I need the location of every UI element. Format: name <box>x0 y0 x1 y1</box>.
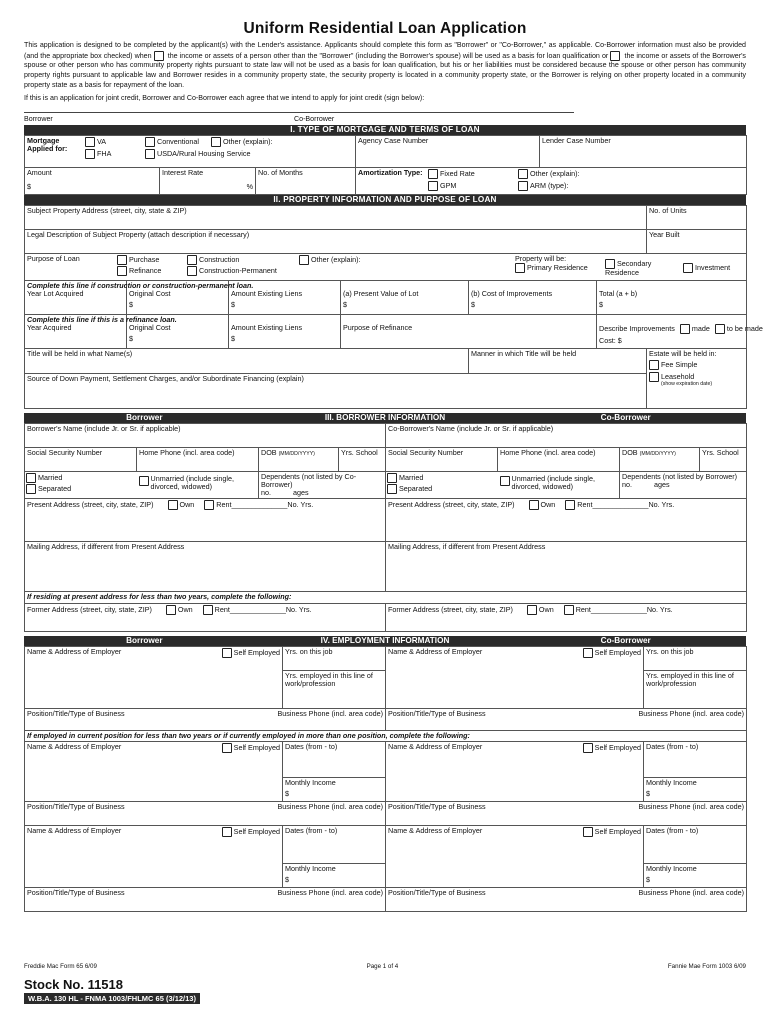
coborrower-position-3-label: Position/Title/Type of Business <box>388 887 486 897</box>
coborrower-yrs-school-field[interactable] <box>700 447 747 471</box>
borrower-dob-field[interactable] <box>259 447 339 471</box>
down-payment-source-field[interactable] <box>25 373 647 408</box>
coborrower-monthly-3-field[interactable] <box>644 863 747 887</box>
borrower-employer-2-label: Name & Address of Employer <box>27 741 122 751</box>
coborrower-monthly-3-dollar: $ <box>646 875 650 885</box>
coborrower-former-address-label: Former Address (street, city, state, ZIP) <box>388 604 513 614</box>
borrower-former-own-checkbox[interactable] <box>166 605 176 615</box>
improvements-cost-field[interactable] <box>469 280 597 314</box>
estate-label: Estate will be held in: <box>649 348 717 358</box>
subject-address-field[interactable] <box>25 205 647 229</box>
coborrower-unmarried-label: Unmarried (include single, divorced, widowed) <box>511 473 596 491</box>
agency-case-label: Agency Case Number <box>358 135 429 145</box>
section-1-table <box>24 135 747 195</box>
borrower-monthly-3-label: Monthly Income <box>285 863 336 873</box>
borrower-present-address-field[interactable] <box>25 499 386 542</box>
other-mortgage-checkbox[interactable] <box>211 137 221 147</box>
borrower-monthly-2-dollar: $ <box>285 789 289 799</box>
purpose-label: Purpose of Loan <box>27 253 80 263</box>
borrower-former-rent-checkbox[interactable] <box>203 605 213 615</box>
made-label: made <box>691 323 710 333</box>
coborrower-phone-field[interactable] <box>498 447 620 471</box>
borrower-unmarried-label: Unmarried (include single, divorced, widowed) <box>150 473 234 491</box>
form-title: Uniform Residential Loan Application <box>243 20 527 37</box>
borrower-dependents-label: Dependents (not listed by Co-Borrower) <box>261 471 357 489</box>
total-field[interactable] <box>597 280 747 314</box>
borrower-employer-3-field[interactable] <box>25 825 283 887</box>
borrower-self-employed-checkbox[interactable] <box>222 648 232 658</box>
refi-existing-liens-label: Amount Existing Liens <box>231 322 303 332</box>
section-3-table <box>24 423 747 632</box>
coborrower-employer-3-field[interactable] <box>386 825 644 887</box>
section-4-title: IV. EMPLOYMENT INFORMATION <box>320 635 450 645</box>
units-label: No. of Units <box>649 205 687 215</box>
refinance-note: Complete this line if this is a refinance loan. <box>27 314 177 324</box>
borrower-separated-label: Separated <box>38 483 72 493</box>
refi-existing-liens-field[interactable] <box>229 314 341 348</box>
amount-dollar: $ <box>27 181 31 191</box>
amortization-label: Amortization Type: <box>358 167 423 177</box>
section-2-table <box>24 205 763 409</box>
conventional-label: Conventional <box>157 136 199 146</box>
amount-field[interactable] <box>25 167 160 194</box>
conventional-checkbox[interactable] <box>145 137 155 147</box>
gpm-label: GPM <box>440 180 457 190</box>
spouse-income-checkbox[interactable] <box>610 51 620 61</box>
borrower-monthly-3-dollar: $ <box>285 875 289 885</box>
show-expiration-note: (show expiration date) <box>661 380 713 387</box>
borrower-rent-label: Rent______________No. Yrs. <box>216 500 314 510</box>
coborrower-ssn-field[interactable] <box>386 447 498 471</box>
coborrower-yrs-line-field[interactable] <box>644 670 747 708</box>
section-1-header: I. TYPE OF MORTGAGE AND TERMS OF LOAN <box>24 125 746 135</box>
refi-original-cost-label: Original Cost <box>129 322 171 332</box>
primary-residence-checkbox[interactable] <box>515 263 525 273</box>
borrower-self-employed-3-checkbox[interactable] <box>222 827 232 837</box>
leasehold-checkbox[interactable] <box>649 372 659 382</box>
interest-percent: % <box>246 181 253 191</box>
borrower-own-label: Own <box>179 500 195 510</box>
borrower-mailing-label: Mailing Address, if different from Present Address <box>27 542 185 552</box>
year-built-field[interactable] <box>647 229 747 253</box>
coborrower-dates-3-label: Dates (from - to) <box>646 825 699 835</box>
property-will-be-label: Property will be: <box>515 253 567 263</box>
mortgage-applied-label: Mortgage Applied for: <box>27 135 68 153</box>
section-3-header <box>24 413 746 423</box>
coborrower-own-checkbox[interactable] <box>529 500 539 510</box>
borrower-dependents-ages: ages <box>293 488 309 498</box>
year-lot-label: Year Lot Acquired <box>27 288 84 298</box>
intro-part-2: the income or assets of a person other than the "Borrower" (including the Borrower's spouse) will be used as a basis for loan qualification or <box>167 51 609 60</box>
coborrower-former-address-field[interactable] <box>386 603 747 631</box>
borrower-position-3-field[interactable] <box>25 887 386 911</box>
intro-part-1: This application is designed to be completed by the applicant(s) with the Lender's assistance. Applicants should complete this form as "Borrower" or "Co-Borrower," as applicable. Co-Borrower information must also be provided (and the appropriate box checked) when <box>24 40 746 60</box>
title-names-label: Title will be held in what Name(s) <box>27 348 133 358</box>
borrower-position-2-label: Position/Title/Type of Business <box>27 801 125 811</box>
coborrower-dependents-ages: ages <box>654 479 670 489</box>
fee-simple-checkbox[interactable] <box>649 360 659 370</box>
borrower-name-field[interactable] <box>25 423 386 447</box>
borrower-ssn-label: Social Security Number <box>27 447 103 457</box>
borrower-employer-3-label: Name & Address of Employer <box>27 825 122 835</box>
coborrower-rent-label: Rent______________No. Yrs. <box>577 500 675 510</box>
coborrower-monthly-3-label: Monthly Income <box>646 863 697 873</box>
title-names-field[interactable] <box>25 348 469 373</box>
other-purpose-label: Other (explain): <box>311 254 361 264</box>
va-checkbox[interactable] <box>85 137 95 147</box>
describe-improvements-label: Describe Improvements <box>599 323 675 333</box>
coborrower-dates-3-field[interactable] <box>644 825 747 863</box>
coborrower-present-address-label: Present Address (street, city, state, ZIP) <box>388 500 515 510</box>
section-3-coborrower-label: Co-Borrower <box>600 412 651 422</box>
borrower-name-label: Borrower's Name (include Jr. or Sr. if applicable) <box>27 423 181 433</box>
borrower-yrs-line-field[interactable] <box>283 670 386 708</box>
coborrower-yrs-job-field[interactable] <box>644 646 747 670</box>
borrower-former-address-label: Former Address (street, city, state, ZIP) <box>27 604 152 614</box>
refinance-checkbox[interactable] <box>117 266 127 276</box>
coborrower-employer-3-label: Name & Address of Employer <box>388 825 483 835</box>
section-4-table <box>24 646 747 912</box>
borrower-yrs-job-label: Yrs. on this job <box>285 646 333 656</box>
coborrower-own-label: Own <box>540 500 556 510</box>
borrower-position-label: Position/Title/Type of Business <box>27 708 125 718</box>
coborrower-dates-2-label: Dates (from - to) <box>646 741 699 751</box>
original-cost-dollar: $ <box>129 300 133 310</box>
improvements-dollar: $ <box>471 300 475 310</box>
units-field[interactable] <box>647 205 747 229</box>
coborrower-mailing-field[interactable] <box>386 542 747 592</box>
fixed-rate-label: Fixed Rate <box>440 168 475 178</box>
total-dollar: $ <box>599 300 603 310</box>
borrower-monthly-3-field[interactable] <box>283 863 386 887</box>
borrower-position-3-label: Position/Title/Type of Business <box>27 887 125 897</box>
coborrower-self-employed-3-label: Self Employed <box>594 826 641 836</box>
borrower-bus-phone-3-label: Business Phone (incl. area code) <box>277 887 383 897</box>
signature-row <box>24 112 574 123</box>
other-mortgage-label: Other (explain): <box>222 136 273 146</box>
amount-label: Amount <box>27 167 52 177</box>
coborrower-self-employed-label: Self Employed <box>594 647 641 657</box>
purchase-label: Purchase <box>129 254 160 264</box>
section-2-header: II. PROPERTY INFORMATION AND PURPOSE OF LOAN <box>24 195 746 205</box>
subject-address-label: Subject Property Address (street, city, state & ZIP) <box>27 205 187 215</box>
coborrower-position-field[interactable] <box>386 708 747 730</box>
coborrower-former-rent-label: Rent______________No. Yrs. <box>575 604 673 614</box>
to-be-made-label: to be made <box>726 323 763 333</box>
coborrower-position-2-field[interactable] <box>386 801 747 825</box>
intro-part-3: the income or assets of the Borrower's spouse or other person who has community property rights pursuant to state law will not be used as a basis for loan qualification, but his or her liabilities must be considered because the spouse or other person has community property rights pursuant to applicable law and Borrower resides in a community property state, the security property is located in a community property state, or the Borrower is relying on other property located in a community property state as a basis for repayment of the loan. <box>24 51 746 89</box>
borrower-position-2-field[interactable] <box>25 801 386 825</box>
borrower-dependents-no: no. <box>261 488 271 498</box>
title-manner-field[interactable] <box>469 348 647 373</box>
section-4-coborrower-label: Co-Borrower <box>600 635 651 645</box>
borrower-mailing-field[interactable] <box>25 542 386 592</box>
arm-checkbox[interactable] <box>518 181 528 191</box>
borrower-position-field[interactable] <box>25 708 386 730</box>
legal-description-label: Legal Description of Subject Property (attach description if necessary) <box>27 229 250 239</box>
construction-perm-label: Construction-Permanent <box>199 265 277 275</box>
coborrower-separated-checkbox[interactable] <box>387 484 397 494</box>
borrower-married-label: Married <box>38 472 63 482</box>
coborrower-employer-2-field[interactable] <box>386 741 644 801</box>
borrower-signature-label[interactable]: Borrower <box>24 115 53 124</box>
coborrower-present-address-field[interactable] <box>386 499 747 542</box>
two-years-note: If residing at present address for less than two years, complete the following: <box>25 592 747 603</box>
coborrower-dates-2-field[interactable] <box>644 741 747 777</box>
coborrower-unmarried-checkbox[interactable] <box>500 476 510 486</box>
coborrower-employer-label: Name & Address of Employer <box>388 646 483 656</box>
title-manner-label: Manner in which Title will be held <box>471 348 577 358</box>
construction-note: Complete this line if construction or construction-permanent loan. <box>27 280 254 290</box>
existing-liens-label: Amount Existing Liens <box>231 288 303 298</box>
year-acquired-label: Year Acquired <box>27 322 72 332</box>
coborrower-former-own-checkbox[interactable] <box>527 605 537 615</box>
borrower-phone-label: Home Phone (incl. area code) <box>139 447 235 457</box>
original-cost-label: Original Cost <box>129 288 171 298</box>
coborrower-self-employed-2-checkbox[interactable] <box>583 743 593 753</box>
to-be-made-checkbox[interactable] <box>715 324 725 334</box>
coborrower-signature-label[interactable]: Co-Borrower <box>294 115 335 124</box>
borrower-married-checkbox[interactable] <box>26 473 36 483</box>
total-label: Total (a + b) <box>599 288 638 298</box>
improvements-cost-amount[interactable]: Cost: $ <box>599 335 622 345</box>
arm-label: ARM (type): <box>530 180 569 190</box>
coborrower-dob-label: DOB <box>622 447 638 457</box>
refi-liens-dollar: $ <box>231 334 235 344</box>
page-number: Page 1 of 4 <box>366 963 399 970</box>
investment-checkbox[interactable] <box>683 263 693 273</box>
coborrower-monthly-2-dollar: $ <box>646 789 650 799</box>
secondary-residence-label: Secondary Residence <box>605 258 652 277</box>
borrower-separated-checkbox[interactable] <box>26 484 36 494</box>
borrower-former-address-field[interactable] <box>25 603 386 631</box>
borrower-yrs-school-label: Yrs. School <box>341 447 378 457</box>
coborrower-self-employed-3-checkbox[interactable] <box>583 827 593 837</box>
refi-purpose-label: Purpose of Refinance <box>343 322 413 332</box>
lender-case-field[interactable] <box>540 135 747 167</box>
borrower-bus-phone-label: Business Phone (incl. area code) <box>277 708 383 718</box>
coborrower-separated-label: Separated <box>399 483 433 493</box>
coborrower-self-employed-checkbox[interactable] <box>583 648 593 658</box>
borrower-self-employed-3-label: Self Employed <box>233 826 280 836</box>
primary-residence-label: Primary Residence <box>527 262 588 272</box>
borrower-dob-format: (MM/DD/YYYY) <box>278 450 315 457</box>
multi-employment-note: If employed in current position for less than two years or if currently employed in more than one position, complete the following: <box>25 730 747 741</box>
fha-checkbox[interactable] <box>85 149 95 159</box>
stock-number: Stock No. 11518 <box>24 977 123 992</box>
borrower-phone-field[interactable] <box>137 447 259 471</box>
usda-checkbox[interactable] <box>145 149 155 159</box>
borrower-self-employed-2-label: Self Employed <box>233 742 280 752</box>
down-payment-source-label: Source of Down Payment, Settlement Charges, and/or Subordinate Financing (explain) <box>27 373 304 383</box>
va-label: VA <box>97 136 107 146</box>
fee-simple-label: Fee Simple <box>661 359 698 369</box>
interest-rate-field[interactable] <box>160 167 256 194</box>
other-amort-checkbox[interactable] <box>518 169 528 179</box>
borrower-monthly-2-label: Monthly Income <box>285 777 336 787</box>
borrower-employer-field[interactable] <box>25 646 283 708</box>
refi-purpose-field[interactable] <box>341 314 597 348</box>
borrower-former-rent-label: Rent______________No. Yrs. <box>214 604 312 614</box>
borrower-dates-2-label: Dates (from - to) <box>285 741 338 751</box>
refinance-label: Refinance <box>129 265 162 275</box>
gpm-checkbox[interactable] <box>428 181 438 191</box>
construction-perm-checkbox[interactable] <box>187 266 197 276</box>
coborrower-rent-checkbox[interactable] <box>565 500 575 510</box>
coborrower-yrs-job-label: Yrs. on this job <box>646 646 694 656</box>
coborrower-employer-field[interactable] <box>386 646 644 708</box>
borrower-yrs-job-field[interactable] <box>283 646 386 670</box>
borrower-own-checkbox[interactable] <box>168 500 178 510</box>
coborrower-position-label: Position/Title/Type of Business <box>388 708 486 718</box>
coborrower-employer-2-label: Name & Address of Employer <box>388 741 483 751</box>
investment-label: Investment <box>695 262 731 272</box>
coborrower-bus-phone-2-label: Business Phone (incl. area code) <box>638 801 744 811</box>
borrower-rent-checkbox[interactable] <box>204 500 214 510</box>
construction-label: Construction <box>199 254 240 264</box>
borrower-dates-3-label: Dates (from - to) <box>285 825 338 835</box>
purchase-checkbox[interactable] <box>117 255 127 265</box>
borrower-self-employed-2-checkbox[interactable] <box>222 743 232 753</box>
usda-label: USDA/Rural Housing Service <box>157 148 251 158</box>
borrower-dates-3-field[interactable] <box>283 825 386 863</box>
agency-case-field[interactable] <box>356 135 540 167</box>
legal-description-field[interactable] <box>25 229 647 253</box>
present-value-dollar: $ <box>343 300 347 310</box>
fannie-mae-form-label: Fannie Mae Form 1003 6/09 <box>667 963 746 970</box>
coborrower-former-own-label: Own <box>538 604 554 614</box>
coborrower-phone-label: Home Phone (incl. area code) <box>500 447 596 457</box>
made-checkbox[interactable] <box>680 324 690 334</box>
freddie-mac-form-label: Freddie Mac Form 65 6/09 <box>24 963 97 970</box>
other-purpose-checkbox[interactable] <box>299 255 309 265</box>
borrower-bus-phone-2-label: Business Phone (incl. area code) <box>277 801 383 811</box>
coborrower-ssn-label: Social Security Number <box>388 447 464 457</box>
page-footer <box>24 963 746 970</box>
coborrower-position-2-label: Position/Title/Type of Business <box>388 801 486 811</box>
coborrower-dependents-no: no. <box>622 479 633 489</box>
construction-checkbox[interactable] <box>187 255 197 265</box>
coborrower-married-label: Married <box>399 472 424 482</box>
borrower-former-own-label: Own <box>177 604 193 614</box>
coborrower-name-field[interactable] <box>386 423 747 447</box>
coborrower-yrs-school-label: Yrs. School <box>702 447 739 457</box>
leasehold-label: Leasehold <box>661 371 695 381</box>
borrower-present-address-label: Present Address (street, city, state, ZIP) <box>27 500 154 510</box>
joint-credit-text: If this is an application for joint credit, Borrower and Co-Borrower each agree that we intend to apply for joint credit (sign below): <box>24 94 425 103</box>
borrower-dates-2-field[interactable] <box>283 741 386 777</box>
borrower-employer-label: Name & Address of Employer <box>27 646 122 656</box>
borrower-ssn-field[interactable] <box>25 447 137 471</box>
section-4-header <box>24 636 746 646</box>
coborrower-former-rent-checkbox[interactable] <box>564 605 574 615</box>
months-field[interactable] <box>256 167 356 194</box>
borrower-self-employed-label: Self Employed <box>233 647 280 657</box>
coborrower-mailing-label: Mailing Address, if different from Present Address <box>388 542 546 552</box>
coborrower-dob-format: (MM/DD/YYYY) <box>639 450 676 457</box>
coborrower-yrs-line-label: Yrs. employed in this line of work/profession <box>646 670 734 688</box>
coborrower-position-3-field[interactable] <box>386 887 747 911</box>
coborrower-dob-field[interactable] <box>620 447 700 471</box>
borrower-dob-label: DOB <box>261 447 277 457</box>
existing-liens-dollar: $ <box>231 300 235 310</box>
coborrower-monthly-2-label: Monthly Income <box>646 777 697 787</box>
intro-text <box>24 41 746 90</box>
coborrower-name-label: Co-Borrower's Name (include Jr. or Sr. if applicable) <box>388 423 554 433</box>
section-3-title: III. BORROWER INFORMATION <box>324 412 446 422</box>
refi-original-dollar: $ <box>129 334 133 344</box>
borrower-employer-2-field[interactable] <box>25 741 283 801</box>
present-value-label: (a) Present Value of Lot <box>343 288 419 298</box>
coborrower-monthly-2-field[interactable] <box>644 777 747 801</box>
coborrower-bus-phone-label: Business Phone (incl. area code) <box>638 708 744 718</box>
borrower-yrs-line-label: Yrs. employed in this line of work/profession <box>285 670 373 688</box>
section-4-borrower-label: Borrower <box>126 635 163 645</box>
coborrower-dependents-label: Dependents (not listed by Borrower) <box>622 471 738 481</box>
lender-case-label: Lender Case Number <box>542 135 611 145</box>
year-built-label: Year Built <box>649 229 680 239</box>
coborrower-income-checkbox[interactable] <box>154 51 164 61</box>
borrower-yrs-school-field[interactable] <box>339 447 386 471</box>
months-label: No. of Months <box>258 167 303 177</box>
other-amort-label: Other (explain): <box>530 168 580 178</box>
stock-form-code: W.B.A. 130 HL - FNMA 1003/FHLMC 65 (3/12/13) <box>24 993 200 1004</box>
borrower-monthly-2-field[interactable] <box>283 777 386 801</box>
section-3-borrower-label: Borrower <box>126 412 163 422</box>
interest-rate-label: Interest Rate <box>162 167 204 177</box>
coborrower-self-employed-2-label: Self Employed <box>594 742 641 752</box>
coborrower-married-checkbox[interactable] <box>387 473 397 483</box>
present-value-field[interactable] <box>341 280 469 314</box>
fha-label: FHA <box>97 148 112 158</box>
borrower-unmarried-checkbox[interactable] <box>139 476 149 486</box>
improvements-cost-label: (b) Cost of Improvements <box>471 288 553 298</box>
fixed-rate-checkbox[interactable] <box>428 169 438 179</box>
coborrower-bus-phone-3-label: Business Phone (incl. area code) <box>638 887 744 897</box>
